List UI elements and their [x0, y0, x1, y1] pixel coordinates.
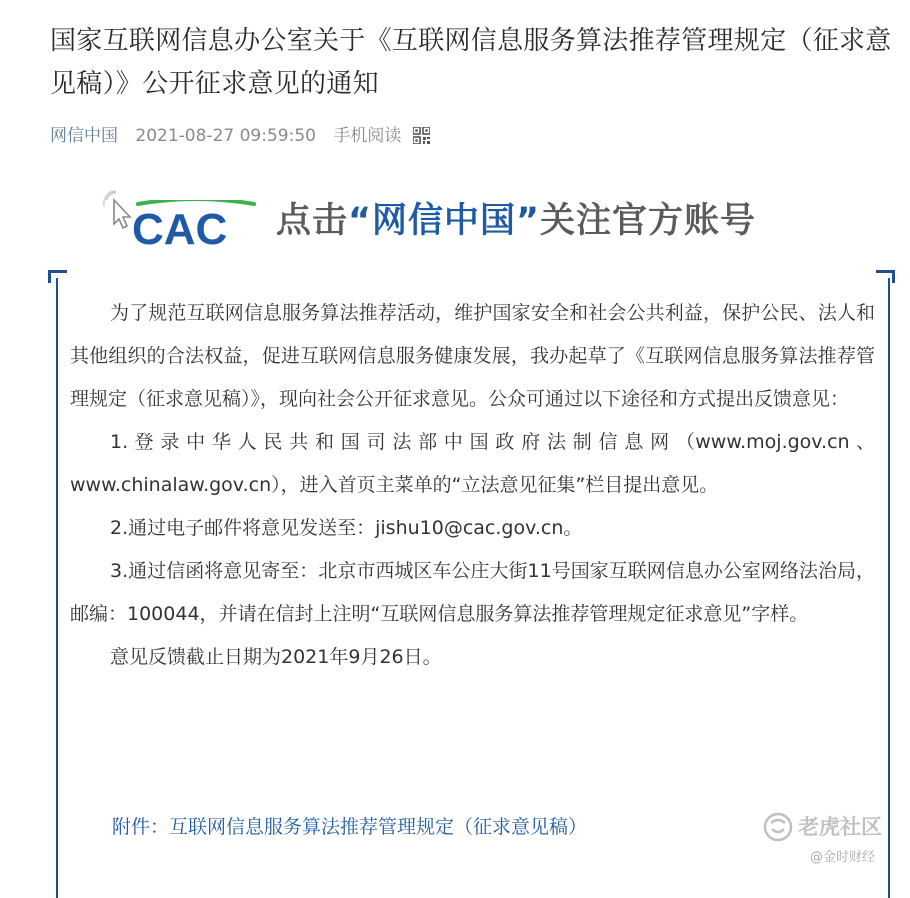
- banner-text-highlight: “网信中国”: [348, 201, 541, 241]
- banner-text-prefix: 点击: [276, 201, 349, 241]
- article-source[interactable]: 网信中国: [50, 126, 118, 146]
- watermark: [762, 806, 902, 876]
- mobile-read-label: 手机阅读: [333, 126, 402, 146]
- body-paragraph-item-3: 3.通过信函将意见寄至：北京市西城区车公庄大街11号国家互联网信息办公室网络法治局，邮编：100044，并请在信封上注明“互联网信息服务算法推荐管理规定征求意见”字样。: [70, 560, 875, 625]
- cac-logo: [132, 200, 262, 248]
- qr-code-icon[interactable]: [413, 127, 430, 144]
- tiger-logo-icon: [762, 811, 794, 843]
- banner-text-suffix: 关注官方账号: [540, 201, 757, 241]
- attachment-link[interactable]: 附件：互联网信息服务算法推荐管理规定（征求意见稿）: [112, 816, 588, 838]
- body-paragraph-deadline: 意见反馈截止日期为2021年9月26日。: [110, 646, 442, 668]
- body-paragraph-item-2: 2.通过电子邮件将意见发送至：jishu10@cac.gov.cn。: [110, 517, 583, 539]
- watermark-text: 老虎社区: [798, 815, 882, 839]
- article-datetime: 2021-08-27 09:59:50: [135, 126, 316, 146]
- cursor-click-icon: [102, 190, 136, 230]
- mobile-read-link[interactable]: [333, 126, 430, 146]
- body-paragraph-intro: 为了规范互联网信息服务算法推荐活动，维护国家安全和社会公共利益，保护公民、法人和其他组织的合法权益，促进互联网信息服务健康发展，我办起草了《互联网信息服务算法推荐管理规定（征求意见稿）》，现向社会公开征求意见。公众可通过以下途径和方式提出反馈意见：: [70, 302, 875, 410]
- article-meta: [50, 122, 442, 150]
- article-title: 国家互联网信息办公室关于《互联网信息服务算法推荐管理规定（征求意见稿）》公开征求意见的通知: [50, 26, 892, 99]
- follow-banner[interactable]: [80, 185, 840, 255]
- article-body: [70, 292, 875, 679]
- watermark-sub: @金时财经: [810, 850, 876, 865]
- banner-text: [276, 199, 756, 243]
- cac-logo-text: CAC: [132, 205, 228, 248]
- body-paragraph-item-1: 1. 登 录 中 华 人 民 共 和 国 司 法 部 中 国 政 府 法 制 信 息 网 （www.moj.gov.cn 、 www.chinalaw.gov.cn），进入首页主菜单的“立法意见征集”栏目提出意见。: [70, 431, 875, 496]
